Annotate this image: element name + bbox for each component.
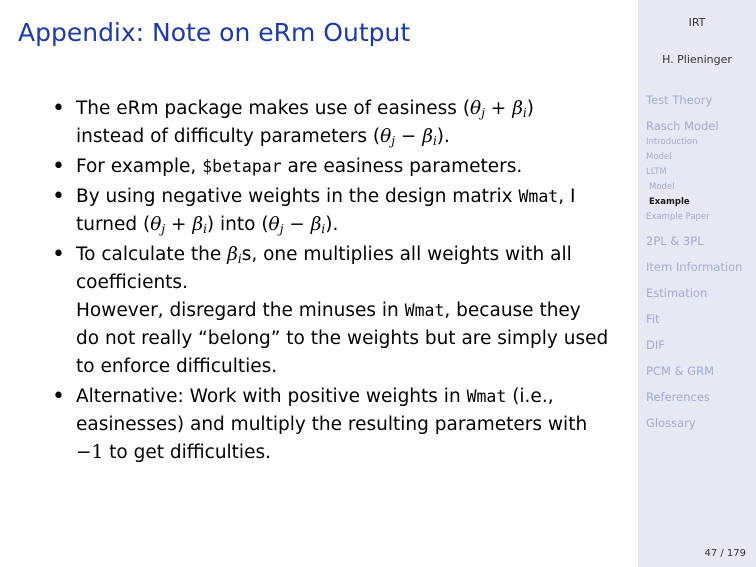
nav-section-references[interactable]: References (646, 390, 710, 404)
bullet-item (52, 241, 632, 381)
sidebar (638, 0, 756, 567)
presentation-author[interactable]: H. Plieninger (662, 53, 732, 66)
bullet-text: do not really “belong” to the weights but are simply used (76, 328, 609, 349)
bullet-text: To calculate the (76, 244, 228, 265)
bullet-text: Alternative: Work with positive weights in (76, 386, 467, 407)
presentation-title[interactable]: IRT (688, 16, 706, 29)
bullet-text: are easiness parameters. (281, 156, 523, 177)
bullet-text: ) (526, 98, 534, 119)
nav-section-dif[interactable]: DIF (646, 338, 665, 352)
page-number: 47 / 179 (704, 548, 746, 559)
math-expression: $\theta_j + \beta_i$ (150, 214, 207, 236)
math-expression: −1 (76, 442, 104, 463)
code-snippet: Wmat (466, 387, 507, 406)
bullet-text: s, one multiplies all weights with all (241, 244, 572, 265)
nav-section-rasch-model[interactable]: Rasch Model (646, 119, 719, 133)
code-snippet: $betapar (202, 157, 282, 176)
bullet-text: turned ( (76, 214, 151, 235)
nav-section-fit[interactable]: Fit (646, 312, 660, 326)
bullet-text: However, disregard the minuses in (76, 300, 405, 321)
bullet-text: (i.e., (506, 386, 554, 407)
slide-title: Appendix: Note on eRm Output (18, 18, 411, 47)
nav-subsection-example-paper[interactable]: Example Paper (646, 212, 710, 222)
section-navigation (646, 92, 742, 441)
bullet-text: ). (436, 126, 450, 147)
bullet-text: The eRm package makes use of easiness ( (76, 98, 471, 119)
bullet-text: to enforce difficulties. (76, 356, 278, 377)
nav-section-estimation[interactable]: Estimation (646, 286, 708, 300)
nav-section-item-information[interactable]: Item Information (646, 260, 743, 274)
bullet-text: ). (325, 214, 339, 235)
nav-subsection-lltm[interactable]: LLTM (646, 167, 667, 177)
bullet-item (52, 383, 632, 467)
slide-content (52, 95, 632, 469)
nav-subsection-model[interactable]: Model (646, 152, 672, 162)
bullet-text: , I (558, 186, 576, 207)
bullet-text: ) into ( (206, 214, 269, 235)
bullet-text: instead of difficulty parameters ( (76, 126, 381, 147)
math-expression: $\theta_j - \beta_i$ (380, 126, 437, 148)
nav-subsection-introduction[interactable]: Introduction (646, 137, 698, 147)
bullet-text: coefficients. (76, 272, 188, 293)
bullet-text: to get difficulties. (103, 442, 271, 463)
bullet-item (52, 153, 632, 181)
bullet-text: By using negative weights in the design matrix (76, 186, 519, 207)
code-snippet: Wmat (404, 301, 445, 320)
math-expression: $\theta_j - \beta_i$ (268, 214, 326, 236)
bullet-list (52, 95, 632, 467)
nav-section-2pl-3pl[interactable]: 2PL & 3PL (646, 234, 704, 248)
code-snippet: Wmat (518, 187, 559, 206)
nav-section-pcm-grm[interactable]: PCM & GRM (646, 364, 714, 378)
bullet-item (52, 183, 632, 239)
nav-section-glossary[interactable]: Glossary (646, 416, 696, 430)
bullet-item (52, 95, 632, 151)
nav-section-test-theory[interactable]: Test Theory (646, 93, 713, 107)
nav-subsubsection-example-current[interactable]: Example (649, 197, 690, 207)
bullet-text: , because they (444, 300, 581, 321)
nav-subsubsection-model[interactable]: Model (649, 182, 675, 192)
math-expression: $\theta_j + \beta_i$ (470, 98, 527, 120)
bullet-text: easinesses) and multiply the resulting parameters with (76, 414, 588, 435)
bullet-text: For example, (76, 156, 203, 177)
math-expression: $\beta_i$ (227, 244, 242, 266)
